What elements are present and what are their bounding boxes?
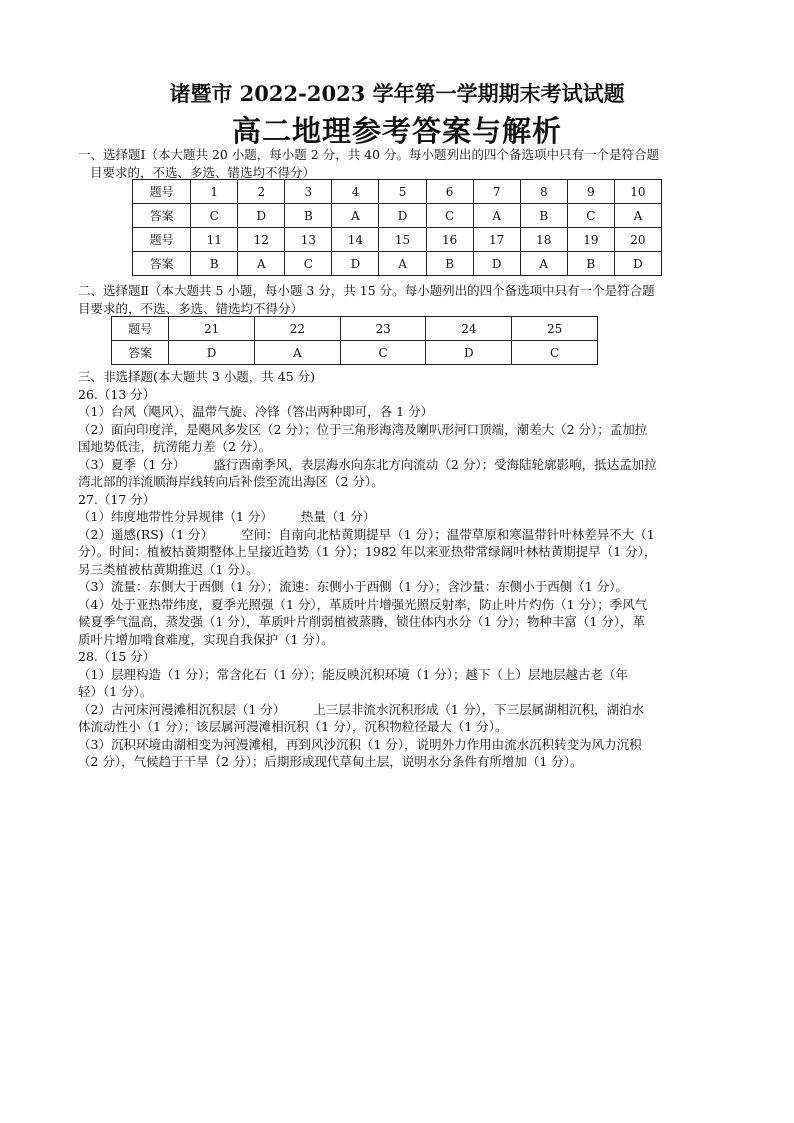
table-cell: 9	[567, 180, 614, 204]
table-cell: A	[332, 204, 379, 228]
section2-heading-line2: 目要求的，不选、多选、错选均不得分）	[78, 300, 304, 316]
table-cell: 19	[567, 228, 614, 252]
q26-part2-line1: （2）面向印度洋，是飓风多发区（2 分）；位于三角形海湾及喇叭形河口顶端，潮差大（2 分）；孟加拉	[78, 421, 648, 437]
q27-part1	[78, 508, 724, 526]
table-cell: 3	[285, 180, 332, 204]
q26-part3-a: （3）夏季（1 分）	[78, 456, 186, 472]
q27-part2-b: 空间：自南向北枯黄期提早（1 分）；温带草原和寒温带针叶林差异不大（1	[241, 526, 655, 542]
q27-part2-line1	[78, 526, 724, 544]
row-label-answer: 答案	[133, 204, 191, 228]
q27-part4-line3: 质叶片增加啃食难度，实现自我保护（1 分）。	[78, 631, 334, 647]
table-row-questions-1	[133, 180, 662, 204]
table-cell: C	[426, 204, 473, 228]
table-cell: B	[520, 204, 567, 228]
table-cell: 16	[426, 228, 473, 252]
q27-part1-b: 热量（1 分）	[300, 509, 376, 524]
table-row-questions	[112, 317, 598, 341]
row-label-answer: 答案	[112, 341, 169, 365]
table-cell: D	[614, 252, 661, 276]
table-cell: B	[567, 252, 614, 276]
q28-part1-line2: 轻）（1 分）。	[78, 684, 153, 699]
q27-part2-line2: 分）。时间：植被枯黄期整体上呈接近趋势（1 分）；1982 年以来亚热带常绿阔叶林枯黄期提早（1 分），	[78, 544, 657, 559]
table-cell: D	[379, 204, 426, 228]
table-cell: 8	[520, 180, 567, 204]
table-cell: 2	[238, 180, 285, 204]
answer-title: 高二地理参考答案与解析	[231, 114, 562, 148]
table-cell: D	[238, 204, 285, 228]
q27-part2-a: （2）遥感(RS)（1 分）	[78, 526, 214, 542]
q27-part2-line3: 另三类植被枯黄期推迟（1 分）。	[78, 561, 259, 577]
table-cell: 21	[169, 317, 255, 341]
table-cell: A	[379, 252, 426, 276]
q27-part3: （3）流量：东侧大于西侧（1 分）；流速：东侧小于西侧（1 分）；含沙量：东侧小于西侧（1 分）。	[78, 579, 628, 594]
q27-title: 27.（17 分）	[78, 491, 156, 507]
q28-part2-a: （2）古河床河漫滩相沉积层（1 分）	[78, 701, 286, 717]
table-cell: A	[520, 252, 567, 276]
section1-heading	[78, 146, 724, 181]
section2-heading-line1: 二、选择题Ⅱ（本大题共 5 小题，每小题 3 分，共 15 分。每小题列出的四个备选项中只有一个是符合题	[78, 283, 655, 298]
q28-part3-line1: （3）沉积环境由湖相变为河漫滩相，再到风沙沉积（1 分），说明外力作用由流水沉积转变为风力沉积	[78, 736, 642, 752]
q27-part4-line2: 候夏季气温高，蒸发强（1 分），革质叶片削弱植被蒸腾，锁住体内水分（1 分）；物种丰富（1 分），革	[78, 614, 646, 629]
table-cell: A	[254, 341, 340, 365]
q27-part4-line1: （4）处于亚热带纬度，夏季光照强（1 分），革质叶片增强光照反射率，防止叶片灼伤（1 分）；季风气	[78, 596, 648, 612]
q28-part2-line2: 体流动性小（1 分）；该层属河漫滩相沉积（1 分），沉积物粒径最大（1 分）。	[78, 719, 508, 734]
table-cell: 4	[332, 180, 379, 204]
q28-title: 28.（15 分）	[78, 649, 156, 664]
table-cell: D	[169, 341, 255, 365]
table-cell: 12	[238, 228, 285, 252]
table-cell: B	[285, 204, 332, 228]
table-row-questions-2	[133, 228, 662, 252]
table-cell: 25	[512, 317, 598, 341]
table-cell: C	[285, 252, 332, 276]
table-cell: 6	[426, 180, 473, 204]
q27-part1-a: （1）纬度地带性分异规律（1 分）	[78, 509, 273, 524]
q26-part2-line2: 国地势低洼，抗涝能力差（2 分）。	[78, 439, 272, 454]
exam-title: 诸暨市 2022-2023 学年第一学期期末考试试题	[169, 81, 625, 106]
table-cell: 18	[520, 228, 567, 252]
table-cell: 22	[254, 317, 340, 341]
q26-part3-line2: 湾北部的洋流顺海岸线转向后补偿至流出海区（2 分）。	[78, 474, 384, 489]
table-row-answers-1	[133, 204, 662, 228]
section3	[78, 368, 724, 771]
table-cell: D	[332, 252, 379, 276]
table-cell: A	[238, 252, 285, 276]
section2-answer-table	[111, 316, 598, 365]
table-cell: 10	[614, 180, 661, 204]
table-cell: A	[614, 204, 661, 228]
table-cell: B	[426, 252, 473, 276]
q26-part3-line1	[78, 456, 724, 474]
table-cell: 20	[614, 228, 661, 252]
table-row-answers	[112, 341, 598, 365]
row-label-question: 题号	[112, 317, 169, 341]
table-cell: D	[473, 252, 520, 276]
table-cell: B	[191, 252, 238, 276]
q28-part1-line1: （1）层理构造（1 分）；常含化石（1 分）；能反映沉积环境（1 分）；越下（上）层地层越古老（年	[78, 666, 628, 682]
table-cell: C	[340, 341, 426, 365]
table-cell: C	[567, 204, 614, 228]
row-label-question: 题号	[133, 180, 191, 204]
table-cell: 1	[191, 180, 238, 204]
table-cell: 17	[473, 228, 520, 252]
table-cell: 11	[191, 228, 238, 252]
section3-heading: 三、非选择题(本大题共 3 小题，共 45 分)	[78, 369, 316, 384]
section1-heading-line1: 一、选择题Ⅰ（本大题共 20 小题，每小题 2 分，共 40 分。每小题列出的四个备选项中只有一个是符合题	[78, 147, 660, 162]
table-cell: C	[191, 204, 238, 228]
row-label-question: 题号	[133, 228, 191, 252]
section2-heading	[78, 282, 724, 317]
table-cell: 15	[379, 228, 426, 252]
table-cell: 24	[426, 317, 512, 341]
q28-part2-line1	[78, 701, 724, 719]
section1-heading-line2: 目要求的，不选、多选、错选均不得分）	[90, 164, 316, 180]
q26-title: 26.（13 分）	[78, 386, 156, 402]
q28-part2-b: 上三层非流水沉积形成（1 分），下三层属湖相沉积，湖泊水	[313, 701, 645, 717]
table-cell: 23	[340, 317, 426, 341]
table-cell: 13	[285, 228, 332, 252]
row-label-answer: 答案	[133, 252, 191, 276]
table-cell: D	[426, 341, 512, 365]
table-cell: 5	[379, 180, 426, 204]
table-cell: 7	[473, 180, 520, 204]
q28-part3-line2: （2 分），气候趋于干旱（2 分）；后期形成现代草甸土层，说明水分条件有所增加（1 分）。	[78, 754, 583, 769]
table-cell: C	[512, 341, 598, 365]
table-cell: 14	[332, 228, 379, 252]
table-row-answers-2	[133, 252, 662, 276]
q26-part3-b: 盛行西南季风，表层海水向东北方向流动（2 分）；受海陆轮廓影响，抵达孟加拉	[213, 456, 657, 472]
table-cell: A	[473, 204, 520, 228]
section1-answer-table	[132, 179, 662, 276]
q26-part1: （1）台风（飓风）、温带气旋、冷锋（答出两种即可，各 1 分）	[78, 404, 434, 419]
